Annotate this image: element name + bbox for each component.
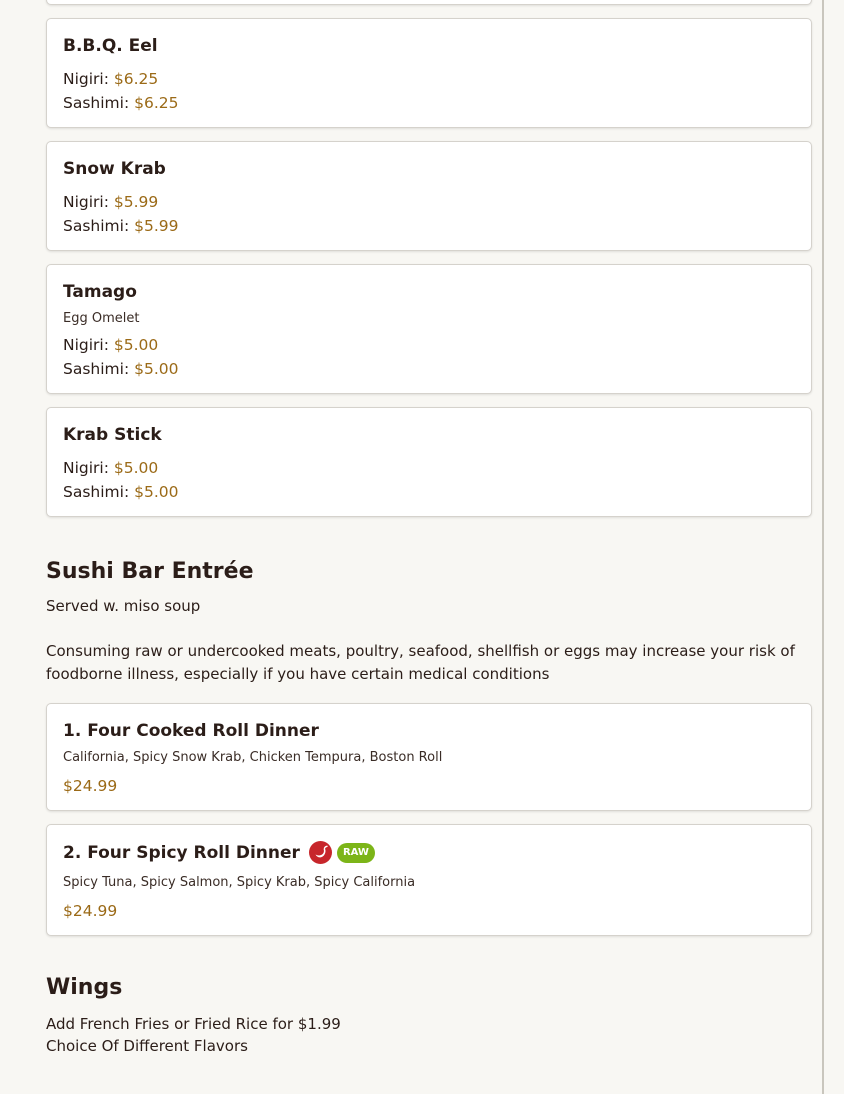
scroll-container-edge [822,0,824,1094]
section-title: Wings [46,975,123,1000]
menu-item-description: Egg Omelet [63,311,140,326]
sashimi-label: Sashimi: [63,483,130,501]
price-list [63,456,795,504]
section-subtitle [46,1013,812,1057]
menu-item-card-partial[interactable] [46,0,812,5]
nigiri-price: $5.00 [113,336,159,354]
menu-item-description: Spicy Tuna, Spicy Salmon, Spicy Krab, Spicy California [63,875,416,890]
menu-item-name: B.B.Q. Eel [63,36,158,56]
menu-item-description: California, Spicy Snow Krab, Chicken Tempura, Boston Roll [63,750,443,765]
menu-item-card[interactable] [46,141,812,251]
sashimi-label: Sashimi: [63,217,130,235]
wings-add-on-note: Add French Fries or Fried Rice for $1.99 [46,1015,341,1033]
menu-item-name: 2. Four Spicy Roll Dinner [63,842,300,863]
nigiri-price-line [63,190,795,214]
nigiri-label: Nigiri: [63,459,109,477]
sashimi-price: $5.00 [134,483,179,501]
menu-item-card[interactable] [46,824,812,936]
menu-item-name: Tamago [63,282,137,302]
menu-item-price: $24.99 [63,777,118,795]
sashimi-label: Sashimi: [63,360,130,378]
chili-pepper-icon [309,841,332,864]
nigiri-price-line [63,456,795,480]
nigiri-label: Nigiri: [63,70,109,88]
menu-item-title-row [63,841,795,864]
sashimi-label: Sashimi: [63,94,130,112]
nigiri-label: Nigiri: [63,336,109,354]
sashimi-price-line [63,357,795,381]
nigiri-price-line [63,67,795,91]
wings-flavors-note: Choice Of Different Flavors [46,1037,248,1055]
sashimi-price-line [63,91,795,115]
menu-item-name: Krab Stick [63,425,162,445]
menu-item-card[interactable] [46,264,812,394]
price-list [63,333,795,381]
nigiri-price: $6.25 [113,70,159,88]
menu-item-price: $24.99 [63,902,118,920]
nigiri-label: Nigiri: [63,193,109,211]
sashimi-price-line [63,480,795,504]
nigiri-price: $5.99 [113,193,159,211]
menu-page [46,0,812,1057]
nigiri-price-line [63,333,795,357]
sashimi-price: $5.00 [134,360,179,378]
section-title: Sushi Bar Entrée [46,559,254,584]
sashimi-price: $5.99 [134,217,179,235]
sashimi-price: $6.25 [134,94,179,112]
menu-item-name: 1. Four Cooked Roll Dinner [63,721,319,741]
nigiri-price: $5.00 [113,459,159,477]
menu-item-card[interactable] [46,703,812,811]
menu-item-name: Snow Krab [63,159,166,179]
raw-badge: RAW [337,843,375,863]
menu-item-card[interactable] [46,18,812,128]
sashimi-price-line [63,214,795,238]
section-subtitle: Served w. miso soup [46,597,201,615]
food-safety-note: Consuming raw or undercooked meats, poultry, seafood, shellfish or eggs may increase your risk of foodborne illness, especially if you have certain medical conditions [46,642,795,683]
menu-item-card[interactable] [46,407,812,517]
price-list [63,190,795,238]
price-list [63,67,795,115]
